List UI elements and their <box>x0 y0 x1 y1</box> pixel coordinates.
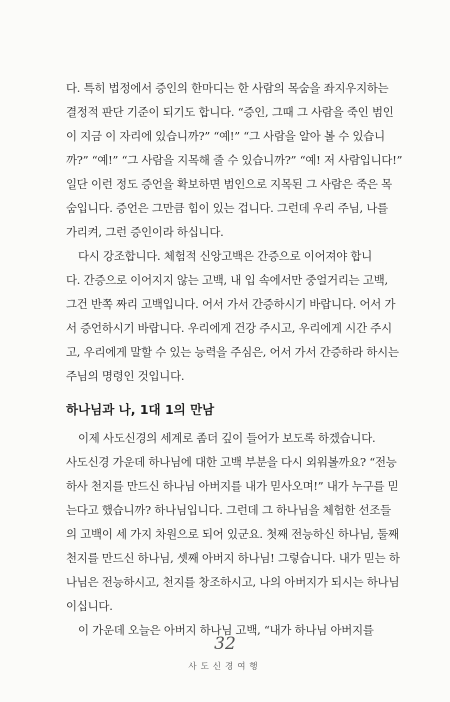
text-line: 는다고 했습니까? 하나님입니다. 그런데 그 하나님을 체험한 선조들 <box>66 503 391 517</box>
text-line: 사도신경 가운데 하나님에 대한 고백 부분을 다시 외워볼까요? “전능 <box>66 455 397 469</box>
section-heading: 하나님과 나, 1대 1의 만남 <box>66 402 215 417</box>
page-number: 32 <box>214 634 236 654</box>
text-line: 다. 특히 법정에서 증인의 한마디는 한 사람의 목숨을 좌지우지하는 <box>66 81 389 95</box>
text-line: 결정적 판단 기준이 되기도 합니다. “증인, 그때 그 사람을 죽인 범인 <box>66 105 394 119</box>
text-line: 나님은 전능하시고, 천지를 창조하시고, 나의 아버지가 되시는 하나님 <box>66 575 400 589</box>
text-line: 의 고백이 세 가지 차원으로 되어 있군요. 첫째 전능하신 하나님, 둘째 <box>66 527 399 541</box>
text-line: 고, 우리에게 말할 수 있는 능력을 주심은, 어서 가서 간증하라 하시는 <box>66 345 399 359</box>
text-line: 주님의 명령인 것입니다. <box>66 369 185 383</box>
body-section-2 <box>66 426 400 642</box>
text-line: 이제 사도신경의 세계로 좀더 깊이 들어가 보도록 하겠습니다. <box>78 431 376 445</box>
body-section-1 <box>66 76 403 388</box>
text-line: 일단 이런 정도 증언을 확보하면 범인으로 지목된 그 사람은 죽은 목 <box>66 177 392 191</box>
text-line: 그건 반쪽 짜리 고백입니다. 어서 가서 간증하시기 바랍니다. 어서 가 <box>66 297 396 311</box>
text-line: 까?” “예!” “그 사람을 지목해 줄 수 있습니까?” “예! 저 사람입니다!” <box>66 153 403 167</box>
text-line: 이 지금 이 자리에 있습니까?” “예!” “그 사람을 알아 볼 수 있습니 <box>66 129 385 143</box>
text-line: 이십니다. <box>66 599 113 613</box>
text-line: 가리켜, 그런 증인이라 하십니다. <box>66 225 224 239</box>
text-line: 하사 천지를 만드신 하나님 아버지를 내가 믿사오며!” 내가 누구를 믿 <box>66 479 399 493</box>
text-line: 서 증언하시기 바랍니다. 우리에게 건강 주시고, 우리에게 시간 주시 <box>66 321 392 335</box>
text-line: 숨입니다. 증언은 그만큼 힘이 있는 겁니다. 그런데 우리 주님, 나를 <box>66 201 388 215</box>
text-line: 이 가운데 오늘은 아버지 하나님 고백, “내가 하나님 아버지를 <box>78 623 374 637</box>
text-line: 다. 간증으로 이어지지 않는 고백, 내 입 속에서만 중얼거리는 고백, <box>66 273 388 287</box>
running-footer-title: 사도신경여행 <box>188 662 262 672</box>
text-line: 다시 강조합니다. 체험적 신앙고백은 간증으로 이어져야 합니 <box>78 249 373 263</box>
text-line: 천지를 만드신 하나님, 셋째 아버지 하나님! 그렇습니다. 내가 믿는 하 <box>66 551 400 565</box>
